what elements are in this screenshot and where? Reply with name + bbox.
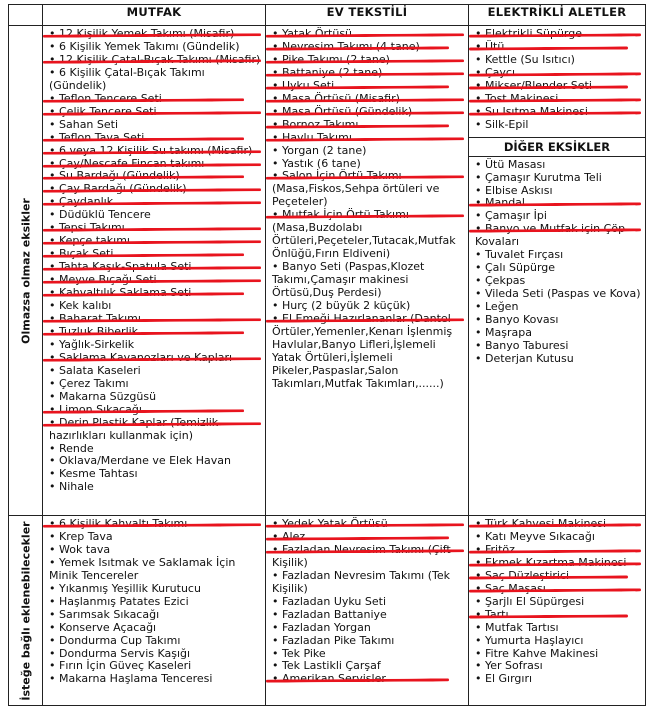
item-text: Yemek Isıtmak ve Saklamak İçin Minik Tencereler	[49, 555, 236, 582]
item-text: El Emeği Hazırlananlar (Dantel Örtüler,Yemenler,Kenarı İşlenmiş Havlular,Banyo Lifleri,İşlemeli Yatak Örtüleri,İşlemeli Pikeler,Paspaslar,Salon Takımları,Mutfak Takımları,......)	[272, 311, 453, 390]
item-text: Kepçe takımı	[59, 234, 130, 248]
item-text: Çay Bardağı (Gündelik)	[59, 182, 187, 196]
strike-mark	[469, 72, 641, 76]
item-text: Katı Meyve Sıkacağı	[485, 529, 595, 543]
item-text: Kahvaltılık Saklama Seti	[59, 286, 192, 300]
item-text: 6 veya 12 Kişilik Su takımı (Misafir)	[59, 143, 253, 157]
item-text: Su Isıtma Makinesi	[485, 104, 588, 118]
item-text: Mutfak Tartısı	[485, 620, 559, 634]
item-text: Dondurma Cup Takımı	[59, 633, 181, 647]
item-text: 12 Kişilik Çatal-Bıçak Takımı (Misafir)	[59, 52, 261, 66]
row-label-cell	[9, 516, 43, 706]
list-item	[272, 261, 464, 300]
item-text: Kek kalıbı	[59, 299, 112, 313]
item-text: Yastık (6 tane)	[282, 156, 361, 170]
strike-mark	[469, 111, 641, 115]
item-text: Havlu Takımı	[282, 130, 352, 144]
item-text: Tek Pike	[282, 646, 326, 660]
strike-mark	[469, 575, 628, 579]
item-text: Fırın İçin Güveç Kaseleri	[59, 659, 192, 673]
item-text: Masa Örtüsü (Misafir)	[282, 91, 400, 105]
strike-mark	[266, 111, 464, 115]
item-text: Alez	[282, 529, 306, 543]
column-header-elektrikli: ELEKTRİKLİ ALETLER	[469, 5, 646, 26]
item-text: Kesme Tahtası	[59, 467, 138, 481]
list-item	[49, 557, 261, 583]
item-text: Fitre Kahve Makinesi	[485, 646, 599, 660]
item-text: Makarna Süzgüsü	[59, 389, 157, 403]
strike-mark	[469, 614, 628, 618]
item-text: Elbise Askısı	[485, 183, 553, 197]
mutfak-optional-cell	[43, 516, 266, 706]
item-text: Tuzluk Biberlik	[59, 324, 139, 338]
item-text: Yer Sofrası	[485, 659, 543, 673]
item-text: Kettle (Su Isıtıcı)	[485, 52, 575, 66]
elektrikli-optional-list	[469, 516, 645, 688]
item-text: Çaydanlık	[59, 195, 114, 209]
optional-row	[9, 516, 646, 706]
column-header-mutfak: MUTFAK	[43, 5, 266, 26]
header-row	[9, 5, 646, 26]
strike-mark	[469, 98, 641, 102]
list-item	[272, 673, 464, 686]
list-item	[49, 481, 261, 494]
item-text: Tek Lastikli Çarşaf	[282, 659, 381, 673]
item-text: Fazladan Uyku Seti	[282, 594, 387, 608]
elektrikli-required-list	[469, 26, 645, 134]
strike-mark	[266, 33, 464, 37]
item-text: Yumurta Haşlayıcı	[485, 633, 584, 647]
item-text: Derin Plastik Kaplar (Temizlik hazırlıkları kullanmak için)	[49, 415, 219, 442]
strike-mark	[266, 124, 449, 128]
item-text: Mutfak İçin Örtü Takımı (Masa,Buzdolabı Örtüleri,Peçeteler,Tutacak,Mutfak Önlüğü,Fırın Eldiveni)	[272, 208, 456, 261]
item-text: Tahta Kaşık-Spatula Seti	[59, 260, 192, 274]
item-text: Ekmek Kızartma Makinesi	[485, 555, 627, 569]
column-header-ev-tekstili: EV TEKSTİLİ	[266, 5, 469, 26]
item-text: Fazladan Yorgan	[282, 620, 371, 634]
strike-mark	[43, 111, 261, 116]
list-item	[49, 673, 261, 686]
strike-mark	[266, 85, 449, 89]
item-text: Fazladan Nevresim Takımı (Tek Kişilik)	[272, 568, 450, 595]
strike-mark	[469, 85, 628, 89]
item-text: El Gırgırı	[485, 672, 533, 686]
item-text: Çerez Takımı	[59, 376, 129, 390]
item-text: Krep Tava	[59, 529, 113, 543]
diger-header: DİĞER EKSİKLER	[469, 137, 645, 157]
strike-mark	[266, 72, 464, 76]
item-text: Çekpas	[485, 274, 526, 288]
strike-mark	[469, 549, 641, 553]
item-text: Deterjan Kutusu	[485, 351, 574, 365]
item-text: Çaycı	[485, 65, 516, 79]
item-text: Vileda Seti (Paspas ve Kova)	[485, 287, 641, 301]
list-item	[49, 67, 261, 93]
corner-cell	[9, 5, 43, 26]
strike-mark	[43, 318, 261, 323]
ev-required-cell	[266, 26, 469, 516]
item-text: Makarna Haşlama Tenceresi	[59, 672, 213, 686]
mutfak-required-cell	[43, 26, 266, 516]
required-row	[9, 26, 646, 516]
list-item	[272, 170, 464, 209]
item-text: Masa Örtüsü (Gündelik)	[282, 104, 413, 118]
strike-mark	[43, 254, 244, 258]
list-item	[272, 544, 464, 570]
item-text: Bıçak Seti	[59, 247, 114, 261]
item-text: Yatak Örtüsü	[282, 27, 353, 40]
item-text: 12 Kişilik Yemek Takımı (Misafir)	[59, 27, 235, 40]
item-text: Maşrapa	[485, 326, 532, 340]
checklist-table	[8, 4, 646, 706]
item-text: Tuvalet Fırçası	[485, 248, 564, 262]
item-text: Konserve Açacağı	[59, 620, 157, 634]
ev-optional-cell	[266, 516, 469, 706]
item-text: Oklava/Merdane ve Elek Havan	[59, 454, 231, 468]
row-label-required: Olmazsa olmaz eksikler	[19, 197, 32, 344]
item-text: Dondurma Servis Kaşığı	[59, 646, 191, 660]
item-text: Teflon Tava Seti	[59, 130, 145, 144]
item-text: 6 Kişilik Kahvaltı Takımı	[59, 517, 188, 530]
row-label-cell	[9, 26, 43, 516]
item-text: Yorgan (2 tane)	[282, 143, 367, 157]
item-text: Saklama Kavanozları ve Kapları	[59, 350, 233, 364]
strike-mark	[43, 98, 244, 102]
strike-mark	[43, 331, 244, 335]
strike-mark	[266, 59, 464, 63]
item-text: Türk Kahvesi Makinesi	[485, 517, 607, 530]
strike-mark	[43, 202, 261, 207]
strike-mark	[266, 137, 464, 141]
item-text: Su Bardağı (Gündelik)	[59, 169, 180, 183]
item-text: Düdüklü Tencere	[59, 208, 151, 222]
item-text: Çay/Nescafe Fincan takımı	[59, 156, 205, 170]
item-text: Nihale	[59, 480, 94, 494]
list-item	[272, 209, 464, 261]
item-text: Sarımsak Sıkacağı	[59, 607, 160, 621]
item-text: 6 Kişilik Çatal-Bıçak Takımı (Gündelik)	[49, 65, 205, 92]
strike-mark	[43, 137, 244, 141]
item-text: Baharat Takımı	[59, 311, 141, 325]
item-text: Salon İçin Örtü Takımı (Masa,Fiskos,Sehpa örtüleri ve Peçeteler)	[272, 169, 440, 209]
list-item	[475, 119, 641, 132]
item-text: Meyve Bıçağı Seti	[59, 273, 157, 287]
item-text: Pike Takımı (2 tane)	[282, 52, 390, 66]
strike-mark	[469, 588, 641, 592]
list-item	[49, 417, 261, 443]
row-label-optional: İsteğe bağlı eklenebilecekler	[19, 520, 32, 701]
item-text: Fritöz	[485, 542, 515, 556]
item-text: Limon Sıkacağı	[59, 402, 142, 416]
item-text: Silk-Epil	[485, 117, 529, 131]
item-text: Banyo Seti (Paspas,Klozet Takımı,Çamaşır makinesi Örtüsü,Duş Perdesi)	[272, 260, 425, 300]
item-text: Yedek Yatak Örtüsü	[282, 517, 388, 530]
item-text: Hurç (2 büyük 2 küçük)	[282, 299, 411, 313]
strike-mark	[266, 46, 449, 50]
ev-optional-list	[266, 516, 468, 688]
item-text: Tost Makinesi	[485, 91, 559, 105]
item-text: Sahan Seti	[59, 117, 119, 131]
strike-mark	[266, 98, 464, 102]
item-text: Mandal	[485, 196, 525, 210]
item-text: Nevresim Takımı (4 tane)	[282, 39, 420, 53]
item-text: Ütü Masası	[485, 157, 546, 171]
mutfak-optional-list	[43, 516, 265, 688]
item-text: Tepsi Takımı	[59, 221, 125, 235]
item-text: Çelik Tencere Seti	[59, 104, 157, 118]
item-text: Ütü	[485, 39, 505, 53]
item-text: Şarjlı El Süpürgesi	[485, 594, 585, 608]
diger-list	[469, 157, 645, 368]
strike-mark	[43, 409, 244, 413]
item-text: Salata Kaseleri	[59, 363, 141, 377]
strike-mark	[43, 228, 261, 233]
item-text: Saç Maşası	[485, 581, 546, 595]
strike-mark	[469, 33, 641, 37]
item-text: Fazladan Pike Takımı	[282, 633, 395, 647]
strike-mark	[469, 523, 641, 527]
item-text: Çamaşır Kurutma Teli	[485, 170, 602, 184]
mutfak-required-list	[43, 26, 265, 496]
item-text: Bornoz Takımı	[282, 117, 359, 131]
item-text: Banyo ve Mutfak için Çöp Kovaları	[475, 222, 626, 249]
list-item	[272, 570, 464, 596]
list-item	[475, 223, 641, 249]
item-text: Battaniye (2 tane)	[282, 65, 383, 79]
list-item	[475, 353, 641, 366]
item-text: Yağlık-Sirkelik	[59, 337, 135, 351]
item-text: Banyo Taburesi	[485, 338, 569, 352]
list-item	[272, 313, 464, 391]
item-text: Fazladan Nevresim Takımı (Çift Kişilik)	[272, 542, 451, 569]
item-text: Çalı Süpürge	[485, 261, 556, 275]
item-text: 6 Kişilik Yemek Takımı (Gündelik)	[59, 39, 240, 53]
elektrikli-optional-cell	[469, 516, 646, 706]
item-text: Uyku Seti	[282, 78, 335, 92]
item-text: Yıkanmış Yeşillik Kurutucu	[59, 581, 201, 595]
item-text: Amerikan Servisler	[282, 672, 386, 686]
strike-mark	[43, 240, 261, 245]
elektrikli-required-cell	[469, 26, 646, 516]
strike-mark	[469, 46, 628, 50]
item-text: Mikser/Blender Seti	[485, 78, 592, 92]
strike-mark	[266, 536, 449, 540]
item-text: Teflon Tencere Seti	[59, 91, 162, 105]
item-text: Banyo Kovası	[485, 313, 559, 327]
item-text: Leğen	[485, 300, 519, 314]
ev-required-list	[266, 26, 468, 393]
item-text: Saç Düzleştirici	[485, 568, 570, 582]
item-text: Haşlanmış Patates Ezici	[59, 594, 189, 608]
item-text: Wok tava	[59, 542, 111, 556]
item-text: Elektrikli Süpürge	[485, 27, 583, 40]
item-text: Fazladan Battaniye	[282, 607, 387, 621]
item-text: Tartı	[485, 607, 509, 621]
item-text: Çamaşır İpi	[485, 209, 547, 223]
list-item	[475, 673, 641, 686]
item-text: Rende	[59, 441, 94, 455]
